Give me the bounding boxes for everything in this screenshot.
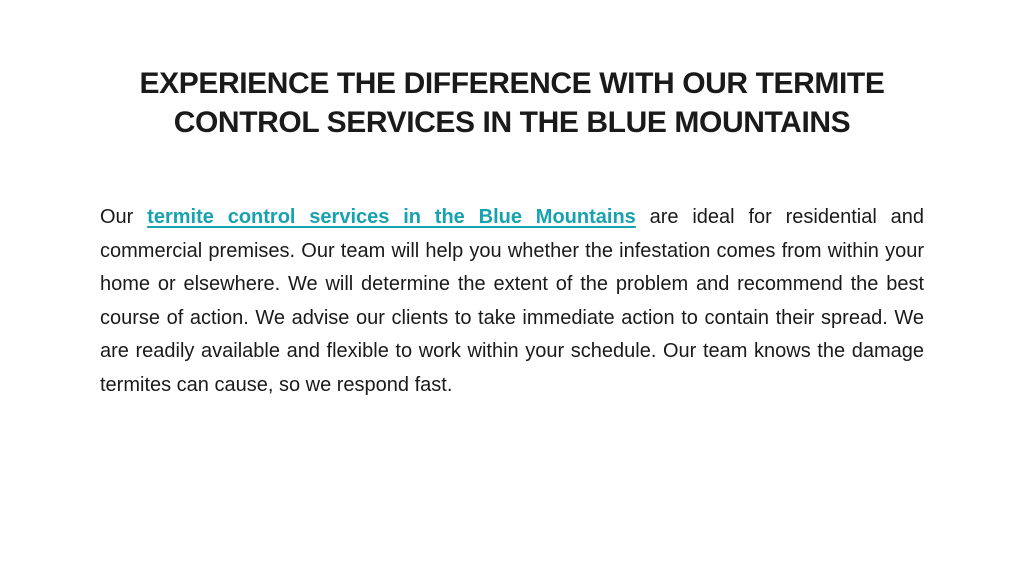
paragraph-rest: are ideal for residential and commercial premises. Our team will help you whether the infestation comes from within your home or elsewhere. We will determine the extent of the problem and recommend the best course of action. We advise our clients to take immediate action to contain their spread. We are readily available and flexible to work within your schedule. Our team knows the damage termites can cause, so we respond fast. xyxy=(100,206,924,396)
paragraph-lead: Our xyxy=(100,206,148,228)
body-paragraph xyxy=(100,201,924,403)
termite-services-link[interactable]: termite control services in the Blue Mountains xyxy=(147,206,636,228)
page-title xyxy=(80,64,944,142)
title-line-2: CONTROL SERVICES IN THE BLUE MOUNTAINS xyxy=(173,106,851,139)
title-line-1: EXPERIENCE THE DIFFERENCE WITH OUR TERMITE xyxy=(139,67,885,100)
